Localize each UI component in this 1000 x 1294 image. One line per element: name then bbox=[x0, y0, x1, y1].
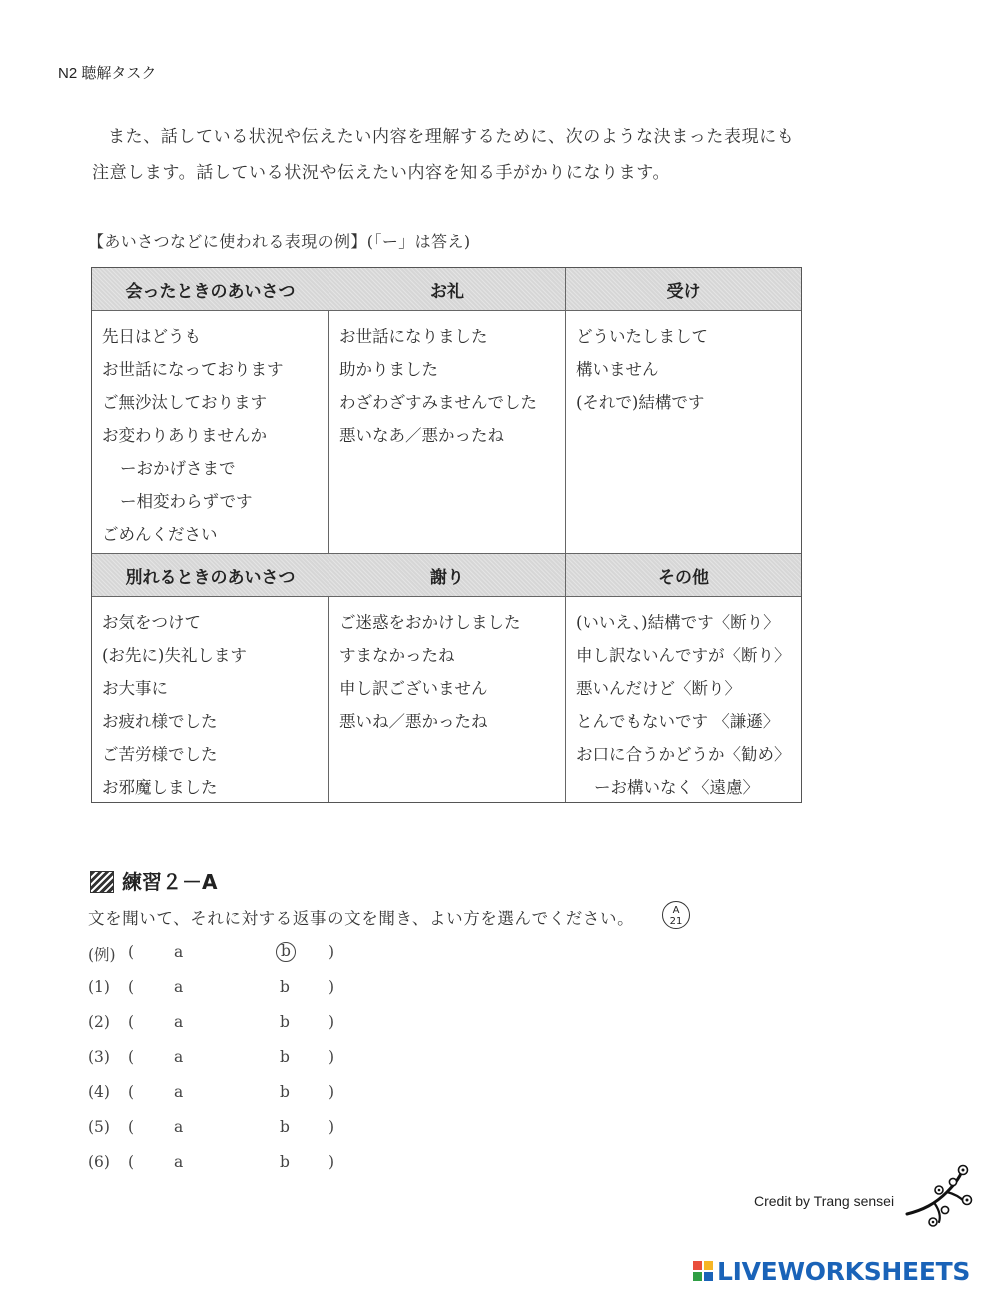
open-paren: ( bbox=[128, 1153, 135, 1171]
header-apologies: 謝り bbox=[329, 554, 565, 597]
logo-square bbox=[704, 1261, 713, 1270]
option-a[interactable]: a bbox=[174, 1118, 184, 1136]
option-b[interactable]: b bbox=[280, 1153, 290, 1171]
expression-item: わざわざすみませんでした bbox=[339, 393, 537, 412]
close-paren: ) bbox=[328, 943, 335, 961]
header-responses: 受け bbox=[566, 268, 801, 311]
expression-item: 先日はどうも bbox=[102, 327, 201, 346]
intro-line-2: 注意します。話している状況や伝えたい内容を知る手がかりになります。 bbox=[92, 163, 671, 183]
option-b[interactable]: b bbox=[280, 1013, 290, 1031]
audio-track-letter: A bbox=[672, 905, 680, 916]
document-label: N2 聴解タスク bbox=[58, 65, 157, 82]
section-heading: 【あいさつなどに使われる表現の例】(「ー」は答え) bbox=[88, 232, 471, 251]
close-paren: ) bbox=[328, 978, 335, 996]
close-paren: ) bbox=[328, 1048, 335, 1066]
header-thanks: お礼 bbox=[329, 268, 565, 311]
open-paren: ( bbox=[128, 1083, 135, 1101]
expression-answer: ーおかげさまで bbox=[120, 459, 236, 478]
intro-line-1: また、話している状況や伝えたい内容を理解するために、次のような決まった表現にも bbox=[108, 127, 795, 147]
expression-item: 悪いね／悪かったね bbox=[339, 712, 488, 731]
cell-parting-greetings bbox=[92, 598, 328, 802]
cell-others bbox=[566, 598, 801, 802]
expression-item: (それで)結構です bbox=[576, 393, 705, 412]
expression-item: お世話になりました bbox=[339, 327, 488, 346]
expression-item: お変わりありませんか bbox=[102, 426, 267, 445]
option-b[interactable]: b bbox=[280, 1083, 290, 1101]
expression-item: 助かりました bbox=[339, 360, 438, 379]
option-a[interactable]: a bbox=[174, 1048, 184, 1066]
option-a[interactable]: a bbox=[174, 1013, 184, 1031]
row-label: (6) bbox=[88, 1153, 110, 1171]
expression-item: お疲れ様でした bbox=[102, 712, 218, 731]
expression-item: 申し訳ないんですが〈断り〉 bbox=[576, 646, 791, 665]
expression-item: 悪いなあ／悪かったね bbox=[339, 426, 504, 445]
row-label: (3) bbox=[88, 1048, 110, 1066]
row-label: (例) bbox=[88, 946, 116, 964]
audio-track-icon[interactable] bbox=[662, 901, 690, 929]
header-meeting-greetings: 会ったときのあいさつ bbox=[92, 268, 329, 311]
expression-answer: ー相変わらずです bbox=[120, 492, 253, 511]
answer-row bbox=[88, 1048, 388, 1078]
option-a[interactable]: a bbox=[174, 1083, 184, 1101]
option-a[interactable]: a bbox=[174, 943, 184, 961]
expression-item: すまなかったね bbox=[339, 646, 455, 665]
row-label: (4) bbox=[88, 1083, 110, 1101]
answer-row bbox=[88, 1118, 388, 1148]
option-b[interactable]: b bbox=[280, 978, 290, 996]
open-paren: ( bbox=[128, 1118, 135, 1136]
cell-thanks bbox=[329, 312, 565, 552]
expression-item: とんでもないです 〈謙遜〉 bbox=[576, 712, 780, 731]
expression-item: ご迷惑をおかけしました bbox=[339, 613, 521, 632]
expression-item: ご無沙汰しております bbox=[102, 393, 267, 412]
expression-answer: ーお構いなく〈遠慮〉 bbox=[594, 778, 759, 797]
expression-item: お気をつけて bbox=[102, 613, 201, 632]
cell-meeting-greetings bbox=[92, 312, 328, 552]
open-paren: ( bbox=[128, 1013, 135, 1031]
close-paren: ) bbox=[328, 1118, 335, 1136]
expression-item: 悪いんだけど〈断り〉 bbox=[576, 679, 741, 698]
answer-row bbox=[88, 1083, 388, 1113]
audio-track-number: 21 bbox=[669, 916, 683, 927]
row-label: (5) bbox=[88, 1118, 110, 1136]
open-paren: ( bbox=[128, 943, 135, 961]
logo-square bbox=[693, 1261, 702, 1270]
option-b[interactable]: b bbox=[280, 1118, 290, 1136]
expression-item: 申し訳ございません bbox=[339, 679, 488, 698]
liveworksheets-logo[interactable] bbox=[693, 1255, 970, 1287]
exercise-title: 練習２－A bbox=[122, 870, 218, 894]
expression-item: お邪魔しました bbox=[102, 778, 218, 797]
expression-item: ごめんください bbox=[102, 525, 218, 544]
cell-responses bbox=[566, 312, 801, 552]
answer-row bbox=[88, 1153, 388, 1183]
expression-item: ご苦労様でした bbox=[102, 745, 218, 764]
liveworksheets-wordmark: LIVEWORKSHEETS bbox=[717, 1256, 971, 1286]
credit-text: Credit by Trang sensei bbox=[754, 1193, 895, 1209]
expression-item: 構いません bbox=[576, 360, 659, 379]
liveworksheets-mark-icon bbox=[693, 1261, 713, 1281]
answer-row bbox=[88, 943, 388, 973]
option-a[interactable]: a bbox=[174, 978, 184, 996]
header-parting-greetings: 別れるときのあいさつ bbox=[92, 554, 329, 597]
option-b[interactable]: b bbox=[280, 1048, 290, 1066]
row-label: (1) bbox=[88, 978, 110, 996]
expression-item: お世話になっております bbox=[102, 360, 284, 379]
logo-square bbox=[693, 1272, 702, 1281]
logo-square bbox=[704, 1272, 713, 1281]
close-paren: ) bbox=[328, 1013, 335, 1031]
open-paren: ( bbox=[128, 978, 135, 996]
exercise-instruction: 文を聞いて、それに対する返事の文を聞き、よい方を選んでください。 bbox=[88, 909, 635, 928]
cell-apologies bbox=[329, 598, 565, 802]
exercise-stripes-icon bbox=[90, 871, 114, 893]
answer-row bbox=[88, 1013, 388, 1043]
open-paren: ( bbox=[128, 1048, 135, 1066]
expression-item: どういたしまして bbox=[576, 327, 708, 346]
expression-item: お口に合うかどうか〈勧め〉 bbox=[576, 745, 791, 764]
close-paren: ) bbox=[328, 1083, 335, 1101]
cherry-blossom-branch-icon bbox=[905, 1162, 975, 1228]
greetings-table bbox=[91, 267, 802, 803]
expression-item: (お先に)失礼します bbox=[102, 646, 247, 665]
header-others: その他 bbox=[566, 554, 801, 597]
option-b[interactable]: b bbox=[276, 942, 296, 962]
close-paren: ) bbox=[328, 1153, 335, 1171]
expression-item: (いいえ、)結構です〈断り〉 bbox=[576, 613, 780, 632]
expression-item: お大事に bbox=[102, 679, 168, 698]
answer-row bbox=[88, 978, 388, 1008]
option-a[interactable]: a bbox=[174, 1153, 184, 1171]
row-label: (2) bbox=[88, 1013, 110, 1031]
